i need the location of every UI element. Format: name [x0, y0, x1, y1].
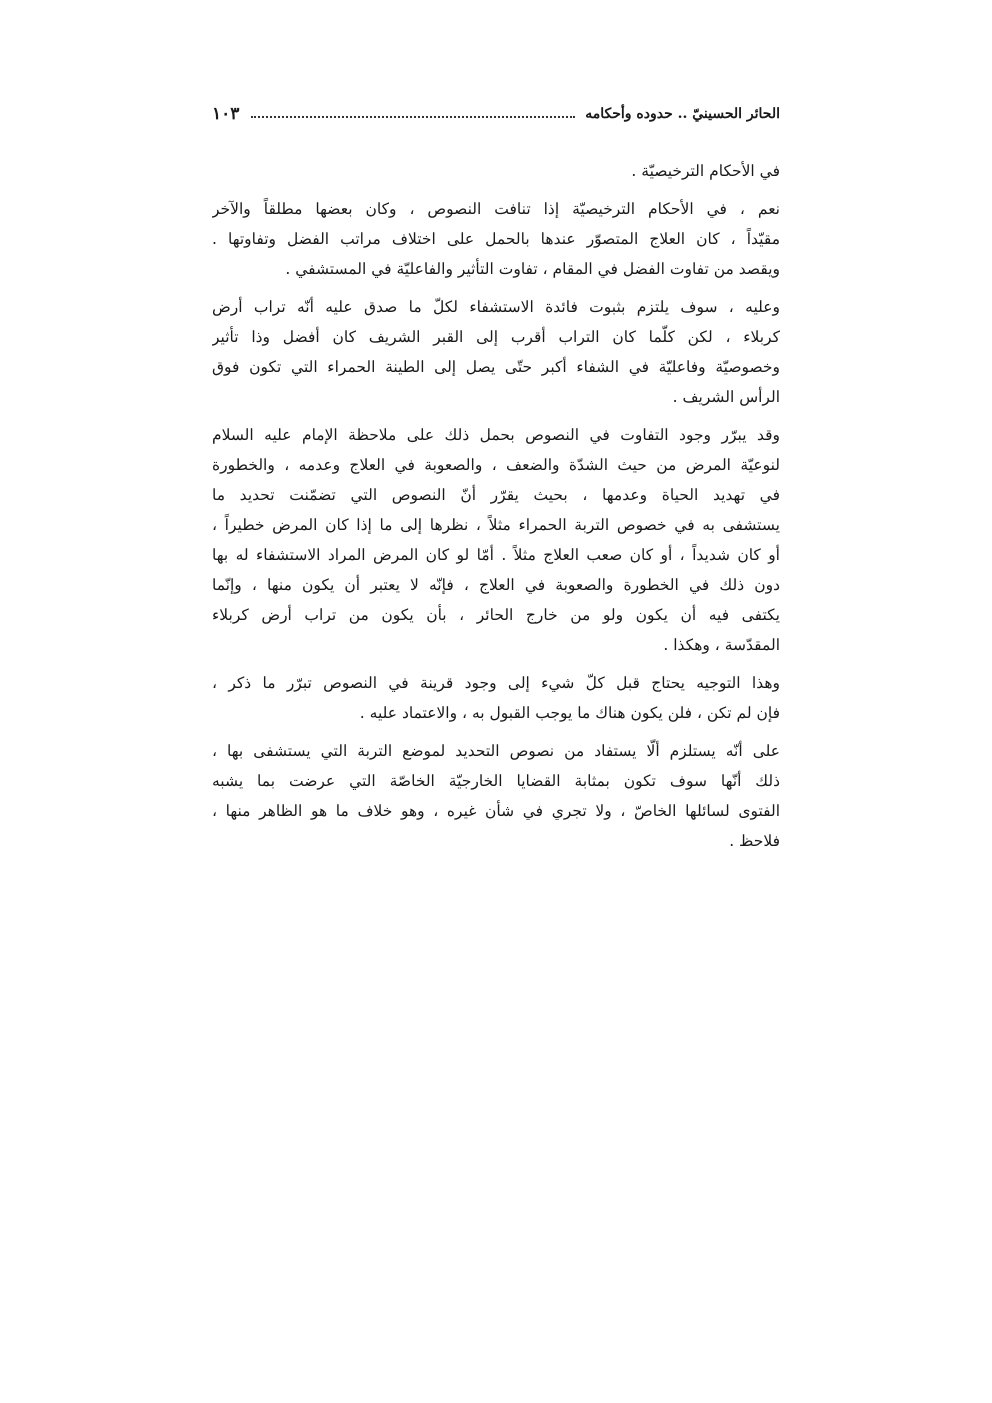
- paragraph: [212, 668, 780, 728]
- text-line: نعم ، في الأحكام الترخيصيّة إذا تنافت النصوص ، وكان بعضها مطلقاً والآخر: [212, 200, 780, 218]
- text-line: الفتوى لسائلها الخاصّ ، ولا تجري في شأن غيره ، وهو خلاف ما هو الظاهر منها ،: [212, 802, 780, 820]
- running-header: [212, 96, 780, 132]
- header-dot-leader: [251, 116, 575, 118]
- text-line: في تهديد الحياة وعدمها ، بحيث يقرّر أنّ النصوص التي تضمّنت تحديد ما: [212, 486, 780, 504]
- text-line: دون ذلك في الخطورة والصعوبة في العلاج ، فإنّه لا يعتبر أن يكون منها ، وإنّما: [212, 576, 780, 594]
- text-line: على أنّه يستلزم ألّا يستفاد من نصوص التحديد لموضع التربة التي يستشفى بها ،: [212, 742, 780, 760]
- text-line: وهذا التوجيه يحتاج قبل كلّ شيء إلى وجود قرينة في النصوص تبرّر ما ذكر ،: [212, 674, 780, 692]
- text-line: مقيّداً ، كان العلاج المتصوّر عندها بالحمل على اختلاف مراتب الفضل وتفاوتها .: [212, 230, 780, 248]
- text-line: يكتفى فيه أن يكون ولو من خارج الحائر ، بأن يكون من تراب أرض كربلاء: [212, 606, 780, 624]
- paragraph: [212, 736, 780, 856]
- body-text: [212, 156, 780, 856]
- text-line: أو كان شديداً ، أو كان صعب العلاج مثلاً . أمّا لو كان المرض المراد الاستشفاء له بها: [212, 546, 780, 564]
- text-line: وعليه ، سوف يلتزم بثبوت فائدة الاستشفاء لكلّ ما صدق عليه أنّه تراب أرض: [212, 298, 780, 316]
- text-line: لنوعيّة المرض من حيث الشدّة والضعف ، والصعوبة في العلاج وعدمه ، والخطورة: [212, 456, 780, 474]
- text-line: وخصوصيّة وفاعليّة في الشفاء أكبر حتّى يصل إلى الطينة الحمراء التي تكون فوق: [212, 358, 780, 376]
- book-page: [212, 96, 780, 864]
- text-line: الرأس الشريف .: [672, 388, 780, 406]
- text-line: يستشفى به في خصوص التربة الحمراء مثلاً ، نظرها إلى ما إذا كان المرض خطيراً ،: [212, 516, 780, 534]
- paragraph: [212, 194, 780, 284]
- paragraph: [212, 420, 780, 660]
- text-line: وقد يبرّر وجود التفاوت في النصوص بحمل ذلك على ملاحظة الإمام عليه السلام: [212, 426, 780, 444]
- text-line: فلاحظ .: [729, 832, 780, 850]
- text-line: ذلك أنّها سوف تكون بمثابة القضايا الخارجيّة الخاصّة التي عرضت بما يشبه: [212, 772, 780, 790]
- text-line: المقدّسة ، وهكذا .: [663, 636, 780, 654]
- text-line: في الأحكام الترخيصيّة .: [631, 162, 780, 180]
- paragraph: [212, 156, 780, 186]
- paragraph: [212, 292, 780, 412]
- page-number: ١٠٣: [212, 104, 240, 124]
- text-line: كربلاء ، لكن كلّما كان التراب أقرب إلى القبر الشريف كان أفضل وذا تأثير: [212, 328, 780, 346]
- running-header-title: الحائر الحسينيّ .. حدوده وأحكامه: [585, 106, 780, 122]
- text-line: فإن لم تكن ، فلن يكون هناك ما يوجب القبول به ، والاعتماد عليه .: [359, 704, 780, 722]
- text-line: ويقصد من تفاوت الفضل في المقام ، تفاوت التأثير والفاعليّة في المستشفي .: [285, 260, 780, 278]
